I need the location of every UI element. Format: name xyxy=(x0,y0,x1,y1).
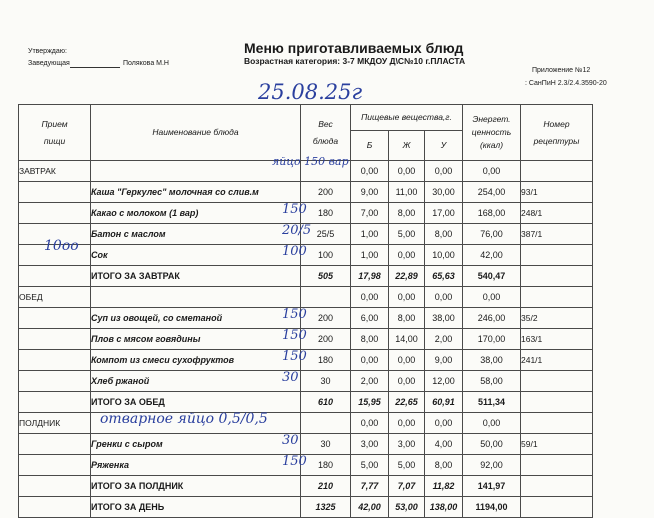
recipe-cell: 163/1 xyxy=(521,329,593,350)
meal-cell xyxy=(19,476,91,497)
weight-cell: 25/5 xyxy=(301,224,351,245)
handwritten-note: 150 xyxy=(282,307,307,322)
protein-cell: 0,00 xyxy=(351,287,389,308)
weight-cell: 180 xyxy=(301,350,351,371)
handwritten-note: 150 xyxy=(282,349,307,364)
dish-cell xyxy=(91,287,301,308)
carb-cell: 65,63 xyxy=(425,266,463,287)
col-u-header: У xyxy=(425,131,463,161)
age-category: Возрастная категория: 3-7 МКДОУ Д\С№10 г.ПЛАСТА xyxy=(244,56,466,66)
weight-cell: 610 xyxy=(301,392,351,413)
recipe-cell xyxy=(521,287,593,308)
fat-cell: 0,00 xyxy=(389,245,425,266)
weight-cell: 180 xyxy=(301,455,351,476)
recipe-cell xyxy=(521,413,593,434)
carb-cell: 138,00 xyxy=(425,497,463,518)
recipe-cell xyxy=(521,371,593,392)
meal-cell xyxy=(19,455,91,476)
energy-cell: 58,00 xyxy=(463,371,521,392)
carb-cell: 8,00 xyxy=(425,224,463,245)
meal-cell xyxy=(19,329,91,350)
page-title: Меню приготавливаемых блюд xyxy=(244,40,464,56)
meal-cell xyxy=(19,266,91,287)
carb-cell: 9,00 xyxy=(425,350,463,371)
protein-cell: 7,77 xyxy=(351,476,389,497)
handwritten-note: отварное яйцо 0,5/0,5 xyxy=(100,411,268,427)
fat-cell: 53,00 xyxy=(389,497,425,518)
dish-cell: ИТОГО ЗА ОБЕД xyxy=(91,392,301,413)
sanpin-reference: : СанПиН 2.3/2.4.3590-20 xyxy=(525,80,607,87)
dish-cell: Ряженка xyxy=(91,455,301,476)
handwritten-note: 150 xyxy=(282,328,307,343)
dish-cell: Каша "Геркулес" молочная со слив.м xyxy=(91,182,301,203)
protein-cell: 9,00 xyxy=(351,182,389,203)
handwritten-note: 30 xyxy=(282,433,299,448)
approve-label: Утверждаю: xyxy=(28,48,67,55)
carb-cell: 10,00 xyxy=(425,245,463,266)
meal-cell xyxy=(19,434,91,455)
handwritten-time-note: 10оо xyxy=(44,238,79,254)
weight-cell: 200 xyxy=(301,308,351,329)
appendix-number: Приложение №12 xyxy=(532,67,591,74)
recipe-cell: 35/2 xyxy=(521,308,593,329)
col-b-header: Б xyxy=(351,131,389,161)
protein-cell: 8,00 xyxy=(351,329,389,350)
meal-cell xyxy=(19,350,91,371)
meal-cell: ЗАВТРАК xyxy=(19,161,91,182)
meal-cell xyxy=(19,182,91,203)
fat-cell: 0,00 xyxy=(389,371,425,392)
protein-cell: 0,00 xyxy=(351,413,389,434)
weight-cell xyxy=(301,287,351,308)
energy-cell: 141,97 xyxy=(463,476,521,497)
recipe-cell: 248/1 xyxy=(521,203,593,224)
weight-cell: 100 xyxy=(301,245,351,266)
dish-cell: Батон с маслом xyxy=(91,224,301,245)
fat-cell: 0,00 xyxy=(389,350,425,371)
protein-cell: 5,00 xyxy=(351,455,389,476)
carb-cell: 4,00 xyxy=(425,434,463,455)
energy-cell: 246,00 xyxy=(463,308,521,329)
table-row xyxy=(19,434,593,455)
dish-cell: Какао с молоком (1 вар) xyxy=(91,203,301,224)
handwritten-note: 30 xyxy=(282,370,299,385)
weight-cell: 30 xyxy=(301,371,351,392)
protein-cell: 6,00 xyxy=(351,308,389,329)
meal-cell xyxy=(19,308,91,329)
fat-cell: 0,00 xyxy=(389,287,425,308)
handwritten-note: 150 xyxy=(282,202,307,217)
handwritten-date: 25.08.25г xyxy=(258,80,363,104)
weight-cell: 200 xyxy=(301,329,351,350)
energy-cell: 0,00 xyxy=(463,161,521,182)
recipe-cell xyxy=(521,266,593,287)
dish-cell: Сок xyxy=(91,245,301,266)
carb-cell: 60,91 xyxy=(425,392,463,413)
fat-cell: 22,65 xyxy=(389,392,425,413)
weight-cell: 30 xyxy=(301,434,351,455)
fat-cell: 14,00 xyxy=(389,329,425,350)
head-name: Полякова М.Н xyxy=(123,60,169,67)
protein-cell: 0,00 xyxy=(351,350,389,371)
protein-cell: 17,98 xyxy=(351,266,389,287)
recipe-cell xyxy=(521,392,593,413)
total-row xyxy=(19,476,593,497)
col-weight-header: Вес блюда xyxy=(301,105,351,161)
energy-cell: 0,00 xyxy=(463,287,521,308)
carb-cell: 30,00 xyxy=(425,182,463,203)
energy-cell: 540,47 xyxy=(463,266,521,287)
total-row xyxy=(19,497,593,518)
protein-cell: 3,00 xyxy=(351,434,389,455)
dish-cell: Хлеб ржаной xyxy=(91,371,301,392)
energy-cell: 1194,00 xyxy=(463,497,521,518)
recipe-cell: 241/1 xyxy=(521,350,593,371)
handwritten-note: 20/5 xyxy=(282,223,312,238)
dish-cell: ИТОГО ЗА ДЕНЬ xyxy=(91,497,301,518)
col-dish-header: Наименование блюда xyxy=(91,105,301,161)
fat-cell: 5,00 xyxy=(389,224,425,245)
recipe-cell: 59/1 xyxy=(521,434,593,455)
meal-cell: ПОЛДНИК xyxy=(19,413,91,434)
carb-cell: 2,00 xyxy=(425,329,463,350)
fat-cell: 11,00 xyxy=(389,182,425,203)
dish-cell: ИТОГО ЗА ПОЛДНИК xyxy=(91,476,301,497)
recipe-cell xyxy=(521,476,593,497)
protein-cell: 1,00 xyxy=(351,245,389,266)
energy-cell: 168,00 xyxy=(463,203,521,224)
recipe-cell: 93/1 xyxy=(521,182,593,203)
energy-cell: 50,00 xyxy=(463,434,521,455)
dish-cell: Суп из овощей, со сметаной xyxy=(91,308,301,329)
fat-cell: 5,00 xyxy=(389,455,425,476)
col-recipe-header: Номер рецептуры xyxy=(521,105,593,161)
fat-cell: 22,89 xyxy=(389,266,425,287)
handwritten-note: 150 xyxy=(282,454,307,469)
protein-cell: 42,00 xyxy=(351,497,389,518)
energy-cell: 42,00 xyxy=(463,245,521,266)
handwritten-note: 100 xyxy=(282,244,307,259)
meal-cell xyxy=(19,203,91,224)
protein-cell: 15,95 xyxy=(351,392,389,413)
weight-cell: 210 xyxy=(301,476,351,497)
fat-cell: 3,00 xyxy=(389,434,425,455)
dish-cell: Компот из смеси сухофруктов xyxy=(91,350,301,371)
carb-cell: 17,00 xyxy=(425,203,463,224)
carb-cell: 11,82 xyxy=(425,476,463,497)
table-row xyxy=(19,371,593,392)
col-zh-header: Ж xyxy=(389,131,425,161)
energy-cell: 0,00 xyxy=(463,413,521,434)
meal-cell xyxy=(19,497,91,518)
col-nutrients-header: Пищевые вещества,г. xyxy=(351,105,463,131)
table-row xyxy=(19,287,593,308)
dish-cell: Плов с мясом говядины xyxy=(91,329,301,350)
meal-cell: ОБЕД xyxy=(19,287,91,308)
dish-cell: Гренки с сыром xyxy=(91,434,301,455)
energy-cell: 254,00 xyxy=(463,182,521,203)
fat-cell: 0,00 xyxy=(389,161,425,182)
carb-cell: 8,00 xyxy=(425,455,463,476)
weight-cell: 1325 xyxy=(301,497,351,518)
recipe-cell xyxy=(521,245,593,266)
fat-cell: 8,00 xyxy=(389,308,425,329)
recipe-cell xyxy=(521,497,593,518)
carb-cell: 0,00 xyxy=(425,413,463,434)
handwritten-note: яйцо 150 вар xyxy=(272,155,349,168)
weight-cell: 180 xyxy=(301,203,351,224)
fat-cell: 7,07 xyxy=(389,476,425,497)
table-row xyxy=(19,182,593,203)
total-row xyxy=(19,266,593,287)
signature-line xyxy=(70,67,120,68)
energy-cell: 170,00 xyxy=(463,329,521,350)
meal-cell xyxy=(19,371,91,392)
fat-cell: 8,00 xyxy=(389,203,425,224)
head-label: Заведующая xyxy=(28,60,70,67)
energy-cell: 38,00 xyxy=(463,350,521,371)
dish-cell xyxy=(91,161,301,182)
energy-cell: 76,00 xyxy=(463,224,521,245)
meal-cell xyxy=(19,392,91,413)
protein-cell: 1,00 xyxy=(351,224,389,245)
fat-cell: 0,00 xyxy=(389,413,425,434)
weight-cell xyxy=(301,413,351,434)
protein-cell: 2,00 xyxy=(351,371,389,392)
energy-cell: 511,34 xyxy=(463,392,521,413)
protein-cell: 0,00 xyxy=(351,161,389,182)
carb-cell: 12,00 xyxy=(425,371,463,392)
protein-cell: 7,00 xyxy=(351,203,389,224)
dish-cell: ИТОГО ЗА ЗАВТРАК xyxy=(91,266,301,287)
carb-cell: 0,00 xyxy=(425,287,463,308)
energy-cell: 92,00 xyxy=(463,455,521,476)
recipe-cell xyxy=(521,161,593,182)
recipe-cell xyxy=(521,455,593,476)
recipe-cell: 387/1 xyxy=(521,224,593,245)
carb-cell: 38,00 xyxy=(425,308,463,329)
col-energy-header: Энергет. ценность (ккал) xyxy=(463,105,521,161)
total-row xyxy=(19,392,593,413)
carb-cell: 0,00 xyxy=(425,161,463,182)
col-meal-header: Прием пищи xyxy=(19,105,91,161)
weight-cell: 200 xyxy=(301,182,351,203)
weight-cell: 505 xyxy=(301,266,351,287)
